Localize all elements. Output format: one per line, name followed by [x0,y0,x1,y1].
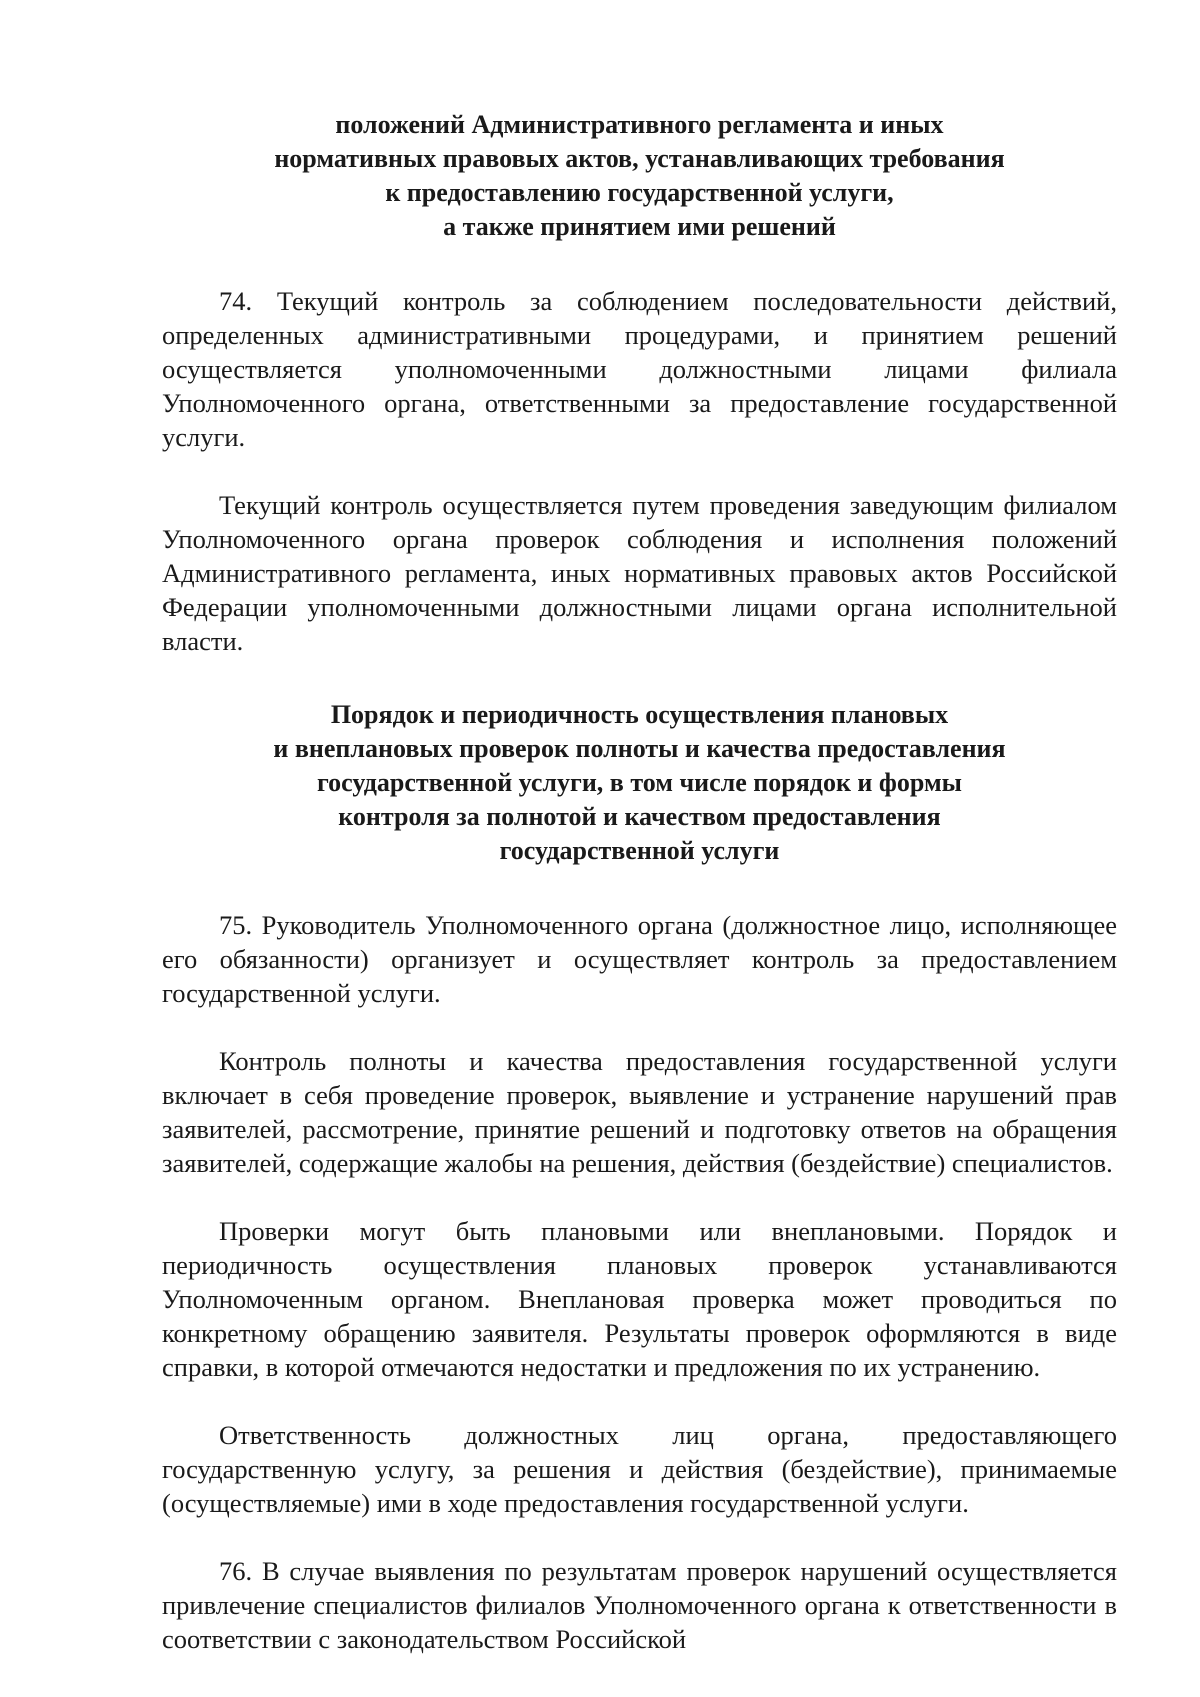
heading-line: контроля за полнотой и качеством предоставления [338,802,941,831]
heading-line: государственной услуги, в том числе порядок и формы [317,768,962,797]
paragraph-74: 74. Текущий контроль за соблюдением последовательности действий, определенных административными процедурами, и принятием решений осуществляется уполномоченными должностными лицами филиала Уполномоченного органа, ответственными за предоставление государственной услуги. [162,286,1117,452]
heading-line: государственной услуги [499,836,780,865]
paragraph-responsibility: Ответственность должностных лиц органа, предоставляющего государственную услугу, за решения и действия (бездействие), принимаемые (осуществляемые) ими в ходе предоставления государственной услуги. [162,1420,1117,1518]
heading-line: положений Административного регламента и иных [335,110,944,139]
paragraph-quality-control: Контроль полноты и качества предоставления государственной услуги включает в себя проведение проверок, выявление и устранение нарушений прав заявителей, рассмотрение, принятие решений и подготовку ответов на обращения заявителей, содержащие жалобы на решения, действия (бездействие) специалистов. [162,1046,1117,1178]
heading-line: а также принятием ими решений [443,212,836,241]
heading-line: Порядок и периодичность осуществления плановых [330,700,949,729]
section-heading-control-procedures [162,108,1117,244]
section-heading-inspections [162,698,1117,868]
paragraph-inspections: Проверки могут быть плановыми или внеплановыми. Порядок и периодичность осуществления плановых проверок устанавливаются Уполномоченным органом. Внеплановая проверка может проводиться по конкретному обращению заявителя. Результаты проверок оформляются в виде справки, в которой отмечаются недостатки и предложения по их устранению. [162,1216,1117,1382]
paragraph-75: 75. Руководитель Уполномоченного органа (должностное лицо, исполняющее его обязанности) организует и осуществляет контроль за предоставлением государственной услуги. [162,910,1117,1008]
paragraph-current-control: Текущий контроль осуществляется путем проведения заведующим филиалом Уполномоченного органа проверок соблюдения и исполнения положений Административного регламента, иных нормативных правовых актов Российской Федерации уполномоченными должностными лицами органа исполнительной власти. [162,490,1117,656]
heading-line: и внеплановых проверок полноты и качества предоставления [273,734,1006,763]
document-body [162,108,1117,1656]
heading-line: нормативных правовых актов, устанавливающих требования [274,144,1005,173]
heading-line: к предоставлению государственной услуги, [385,178,894,207]
paragraph-76: 76. В случае выявления по результатам проверок нарушений осуществляется привлечение специалистов филиалов Уполномоченного органа к ответственности в соответствии с законодательством Российской [162,1556,1117,1654]
